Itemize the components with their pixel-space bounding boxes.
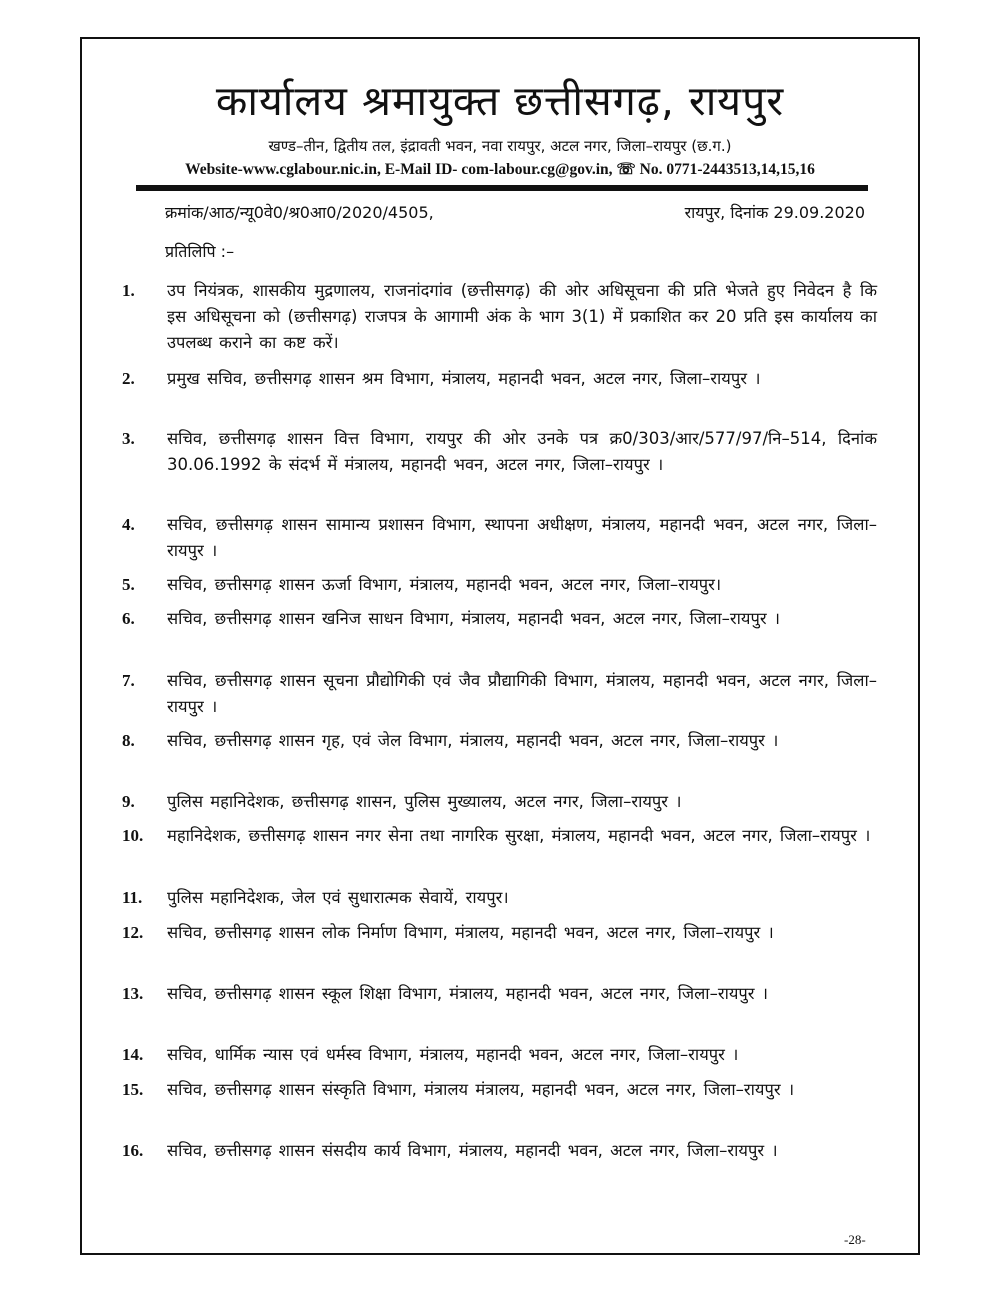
list-item	[122, 981, 877, 1007]
list-item	[122, 572, 877, 598]
item-number: 9.	[122, 792, 135, 811]
item-number: 7.	[122, 671, 135, 690]
item-number: 2.	[122, 369, 135, 388]
list-item	[122, 426, 877, 478]
item-text: सचिव, छत्तीसगढ़ शासन संसदीय कार्य विभाग, मंत्रालय, महानदी भवन, अटल नगर, जिला–रायपुर ।	[167, 1141, 778, 1160]
list-item	[122, 823, 877, 849]
item-number: 10.	[122, 826, 144, 845]
reference-date: रायपुर, दिनांक 29.09.2020	[684, 203, 865, 222]
list-item	[122, 668, 877, 720]
list-item	[122, 920, 877, 946]
list-item	[122, 885, 877, 911]
item-text: सचिव, छत्तीसगढ़ शासन संस्कृति विभाग, मंत्रालय मंत्रालय, महानदी भवन, अटल नगर, जिला–रायपुर ।	[167, 1080, 795, 1099]
list-item	[122, 278, 877, 356]
item-text: सचिव, छत्तीसगढ़ शासन सूचना प्रौद्योगिकी एवं जैव प्रौद्यागिकी विभाग, मंत्रालय, महानदी भवन, अटल नगर, जिला–रायपुर ।	[167, 671, 877, 716]
office-title: कार्यालय श्रमायुक्त छत्तीसगढ़, रायपुर	[215, 77, 785, 125]
item-number: 11.	[122, 888, 143, 907]
office-contact: Website-www.cglabour.nic.in, E-Mail ID- com-labour.cg@gov.in, ☏ No. 0771-2443513,14,15,16	[185, 161, 815, 178]
list-item	[122, 728, 877, 754]
item-text: सचिव, छत्तीसगढ़ शासन लोक निर्माण विभाग, मंत्रालय, महानदी भवन, अटल नगर, जिला–रायपुर ।	[167, 923, 774, 942]
list-item	[122, 1138, 877, 1164]
item-text: सचिव, छत्तीसगढ़ शासन ऊर्जा विभाग, मंत्रालय, महानदी भवन, अटल नगर, जिला–रायपुर।	[167, 575, 722, 594]
item-number: 3.	[122, 429, 135, 448]
list-item	[122, 512, 877, 564]
item-text: सचिव, धार्मिक न्यास एवं धर्मस्व विभाग, मंत्रालय, महानदी भवन, अटल नगर, जिला–रायपुर ।	[167, 1045, 739, 1064]
list-item	[122, 366, 877, 392]
item-text: पुलिस महानिदेशक, छत्तीसगढ़ शासन, पुलिस मुख्यालय, अटल नगर, जिला–रायपुर ।	[167, 792, 682, 811]
item-text: सचिव, छत्तीसगढ़ शासन वित्त विभाग, रायपुर की ओर उनके पत्र क्र0/303/आर/577/97/नि–514, दिनांक 30.06.1992 के संदर्भ में मंत्रालय, महानदी भवन, अटल नगर, जिला–रायपुर ।	[167, 429, 877, 474]
page-number: -28-	[844, 1232, 866, 1247]
item-text: पुलिस महानिदेशक, जेल एवं सुधारात्मक सेवायें, रायपुर।	[167, 888, 509, 907]
item-text: प्रमुख सचिव, छत्तीसगढ़ शासन श्रम विभाग, मंत्रालय, महानदी भवन, अटल नगर, जिला–रायपुर ।	[167, 369, 761, 388]
item-number: 15.	[122, 1080, 144, 1099]
item-text: उप नियंत्रक, शासकीय मुद्रणालय, राजनांदगांव (छत्तीसगढ़) की ओर अधिसूचना की प्रति भेजते हुए निवेदन है कि इस अधिसूचना को (छत्तीसगढ़) राजपत्र के आगामी अंक के भाग 3(1) में प्रकाशित कर 20 प्रति इस कार्यालय का उपलब्ध कराने का कष्ट करें।	[167, 281, 877, 352]
list-item	[122, 789, 877, 815]
list-item	[122, 1042, 877, 1068]
item-number: 16.	[122, 1141, 144, 1160]
item-text: सचिव, छत्तीसगढ़ शासन गृह, एवं जेल विभाग, मंत्रालय, महानदी भवन, अटल नगर, जिला–रायपुर ।	[167, 731, 779, 750]
office-address: खण्ड–तीन, द्वितीय तल, इंद्रावती भवन, नवा रायपुर, अटल नगर, जिला–रायपुर (छ.ग.)	[268, 137, 732, 155]
item-number: 6.	[122, 609, 135, 628]
item-number: 13.	[122, 984, 144, 1003]
item-text: महानिदेशक, छत्तीसगढ़ शासन नगर सेना तथा नागरिक सुरक्षा, मंत्रालय, महानदी भवन, अटल नगर, जिला–रायपुर ।	[167, 826, 871, 845]
list-item	[122, 1077, 877, 1103]
header-divider	[136, 185, 868, 191]
copy-to-label: प्रतिलिपि :–	[165, 242, 235, 261]
item-number: 5.	[122, 575, 135, 594]
reference-line	[165, 201, 865, 225]
item-text: सचिव, छत्तीसगढ़ शासन खनिज साधन विभाग, मंत्रालय, महानदी भवन, अटल नगर, जिला–रायपुर ।	[167, 609, 781, 628]
item-number: 12.	[122, 923, 144, 942]
item-number: 14.	[122, 1045, 144, 1064]
item-text: सचिव, छत्तीसगढ़ शासन स्कूल शिक्षा विभाग, मंत्रालय, महानदी भवन, अटल नगर, जिला–रायपुर ।	[167, 984, 769, 1003]
item-number: 1.	[122, 281, 135, 300]
reference-number: क्रमांक/आठ/न्यू0वे0/श्र0आ0/2020/4505,	[165, 203, 434, 222]
item-number: 8.	[122, 731, 135, 750]
item-text: सचिव, छत्तीसगढ़ शासन सामान्य प्रशासन विभाग, स्थापना अधीक्षण, मंत्रालय, महानदी भवन, अटल नगर, जिला–रायपुर ।	[167, 515, 877, 560]
item-number: 4.	[122, 515, 135, 534]
list-item	[122, 606, 877, 632]
